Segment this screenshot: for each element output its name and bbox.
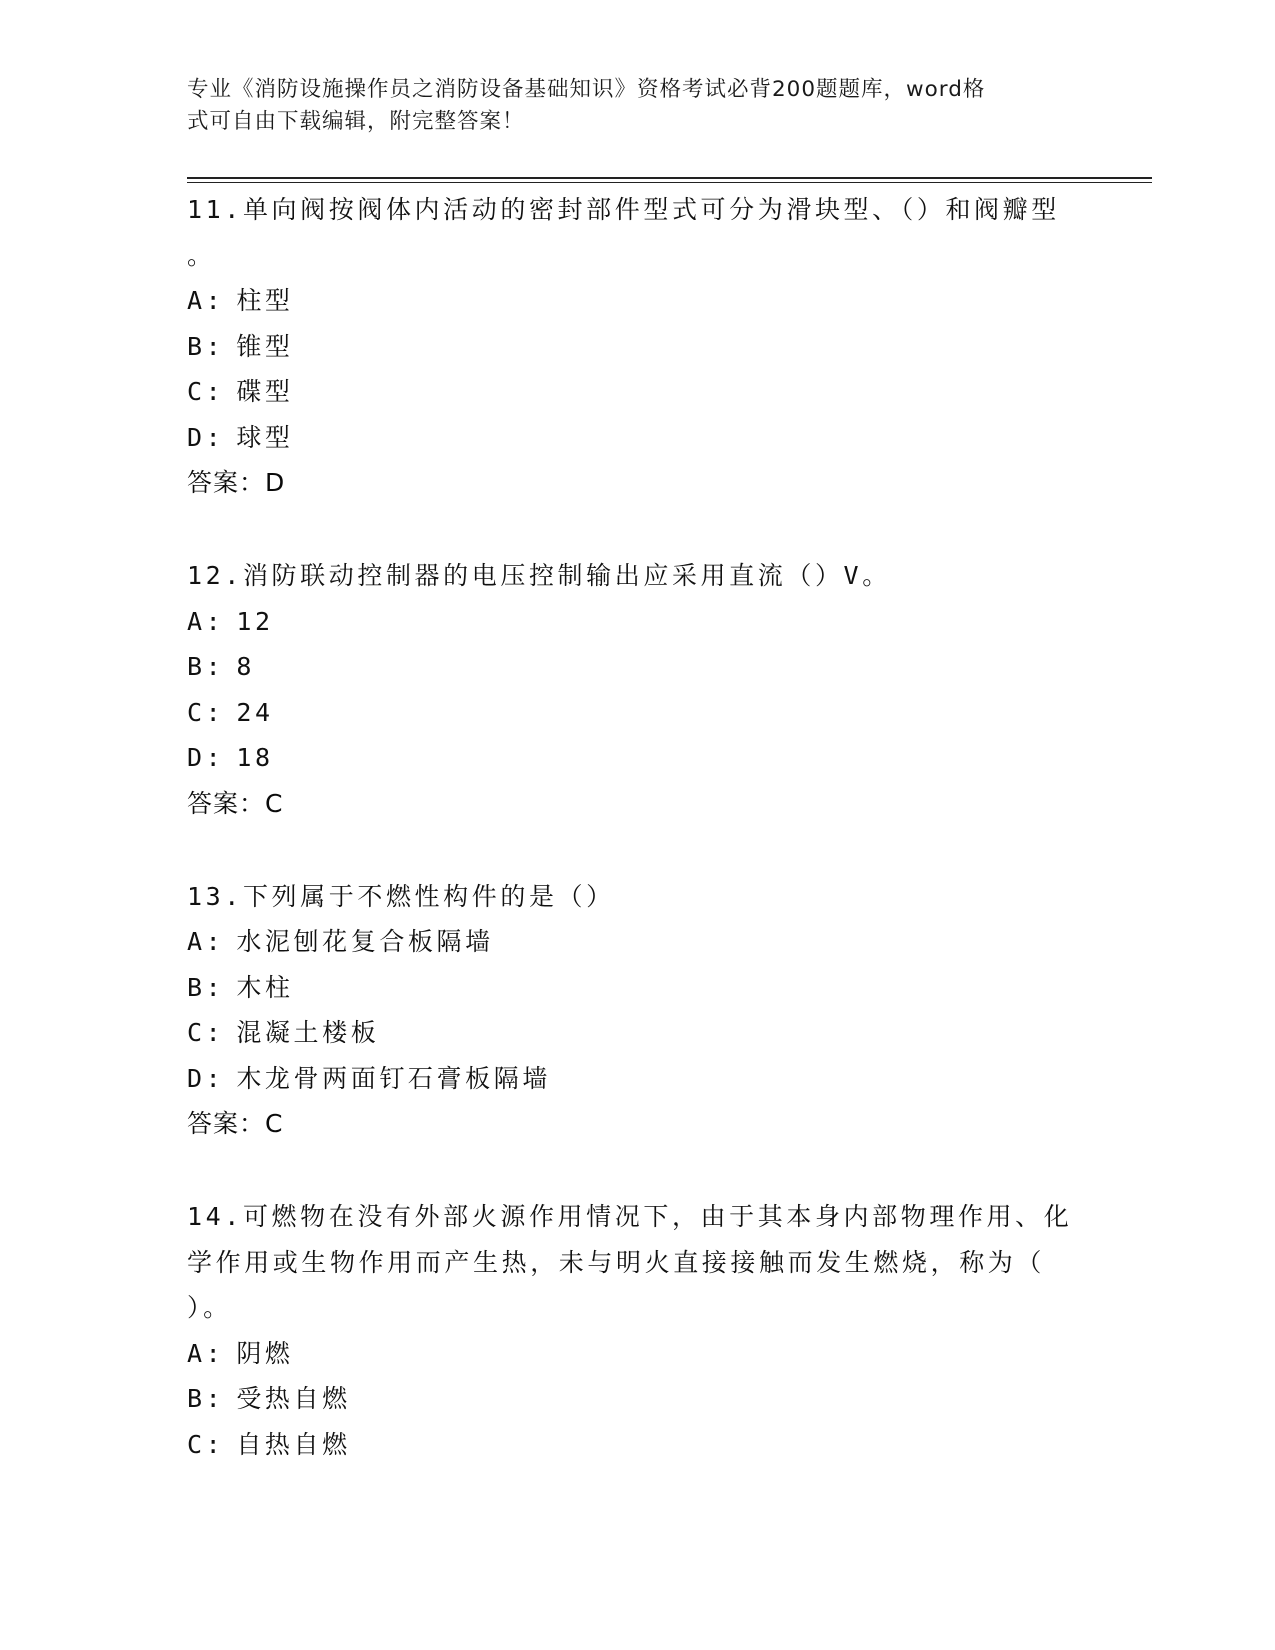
answer-line: 答案：C: [187, 788, 284, 818]
option-text: 8: [236, 652, 255, 681]
option-key: B:: [187, 1384, 225, 1413]
option-key: A:: [187, 286, 225, 315]
option-text: 柱型: [236, 286, 294, 315]
header-divider: [187, 177, 1152, 179]
option-text: 球型: [236, 422, 294, 452]
option-key: C:: [187, 377, 225, 406]
option-d: [187, 415, 1087, 461]
question-11: [187, 187, 1087, 505]
option-text: 12: [236, 606, 274, 636]
option-a: [187, 919, 1087, 965]
option-d: [187, 1056, 1087, 1102]
option-c: [187, 1422, 1087, 1468]
option-key: D:: [187, 1063, 225, 1093]
question-stem-line: ）。: [187, 1293, 232, 1322]
option-text: 24: [236, 697, 274, 727]
header-divider-thin: [187, 182, 1152, 183]
option-text: 自热自燃: [236, 1429, 351, 1459]
option-key: C:: [187, 1429, 225, 1459]
question-13: [187, 874, 1087, 1147]
question-stem-line: 11.单向阀按阀体内活动的密封部件型式可分为滑块型、（）和阀瓣型: [187, 195, 1060, 224]
option-key: C:: [187, 697, 225, 727]
document-header: [187, 74, 1067, 138]
option-b: [187, 644, 1087, 690]
answer-line: 答案：D: [187, 468, 286, 497]
option-a: [187, 1331, 1087, 1377]
header-line-2: 式可自由下载编辑，附完整答案！: [187, 109, 525, 134]
question-stem-line: 。: [187, 240, 216, 270]
option-b: [187, 965, 1087, 1011]
option-d: [187, 735, 1087, 781]
option-text: 阴燃: [236, 1338, 294, 1368]
question-stem-line: 14.可燃物在没有外部火源作用情况下，由于其本身内部物理作用、化: [187, 1202, 1073, 1231]
option-key: A:: [187, 1338, 225, 1368]
option-b: [187, 1376, 1087, 1422]
question-stem-line: 13.下列属于不燃性构件的是（）: [187, 881, 615, 911]
option-key: A:: [187, 927, 225, 956]
answer-line: 答案：C: [187, 1109, 284, 1138]
option-b: [187, 324, 1087, 370]
option-text: 受热自燃: [236, 1384, 351, 1413]
option-a: [187, 278, 1087, 324]
option-key: B:: [187, 972, 225, 1002]
option-key: D:: [187, 422, 225, 452]
option-text: 木柱: [236, 972, 294, 1002]
question-stem-line: 学作用或生物作用而产生热，未与明火直接接触而发生燃烧，称为（: [187, 1247, 1046, 1277]
option-a: [187, 599, 1087, 645]
option-key: B:: [187, 331, 225, 361]
option-c: [187, 369, 1087, 415]
option-text: 木龙骨两面钉石膏板隔墙: [236, 1063, 551, 1093]
option-c: [187, 1010, 1087, 1056]
option-text: 混凝土楼板: [236, 1018, 380, 1047]
header-line-1: 专业《消防设施操作员之消防设备基础知识》资格考试必背200题题库，word格: [187, 77, 986, 102]
option-key: A:: [187, 606, 225, 636]
option-text: 水泥刨花复合板隔墙: [236, 927, 494, 956]
question-list: [187, 187, 1087, 1515]
option-text: 18: [236, 743, 274, 772]
option-text: 锥型: [236, 331, 294, 361]
question-stem-line: 12.消防联动控制器的电压控制输出应采用直流（）V。: [187, 561, 891, 590]
option-key: D:: [187, 743, 225, 772]
question-14: [187, 1194, 1087, 1467]
option-c: [187, 690, 1087, 736]
option-key: C:: [187, 1018, 225, 1047]
option-text: 碟型: [236, 377, 294, 406]
question-12: [187, 553, 1087, 826]
option-key: B:: [187, 652, 225, 681]
